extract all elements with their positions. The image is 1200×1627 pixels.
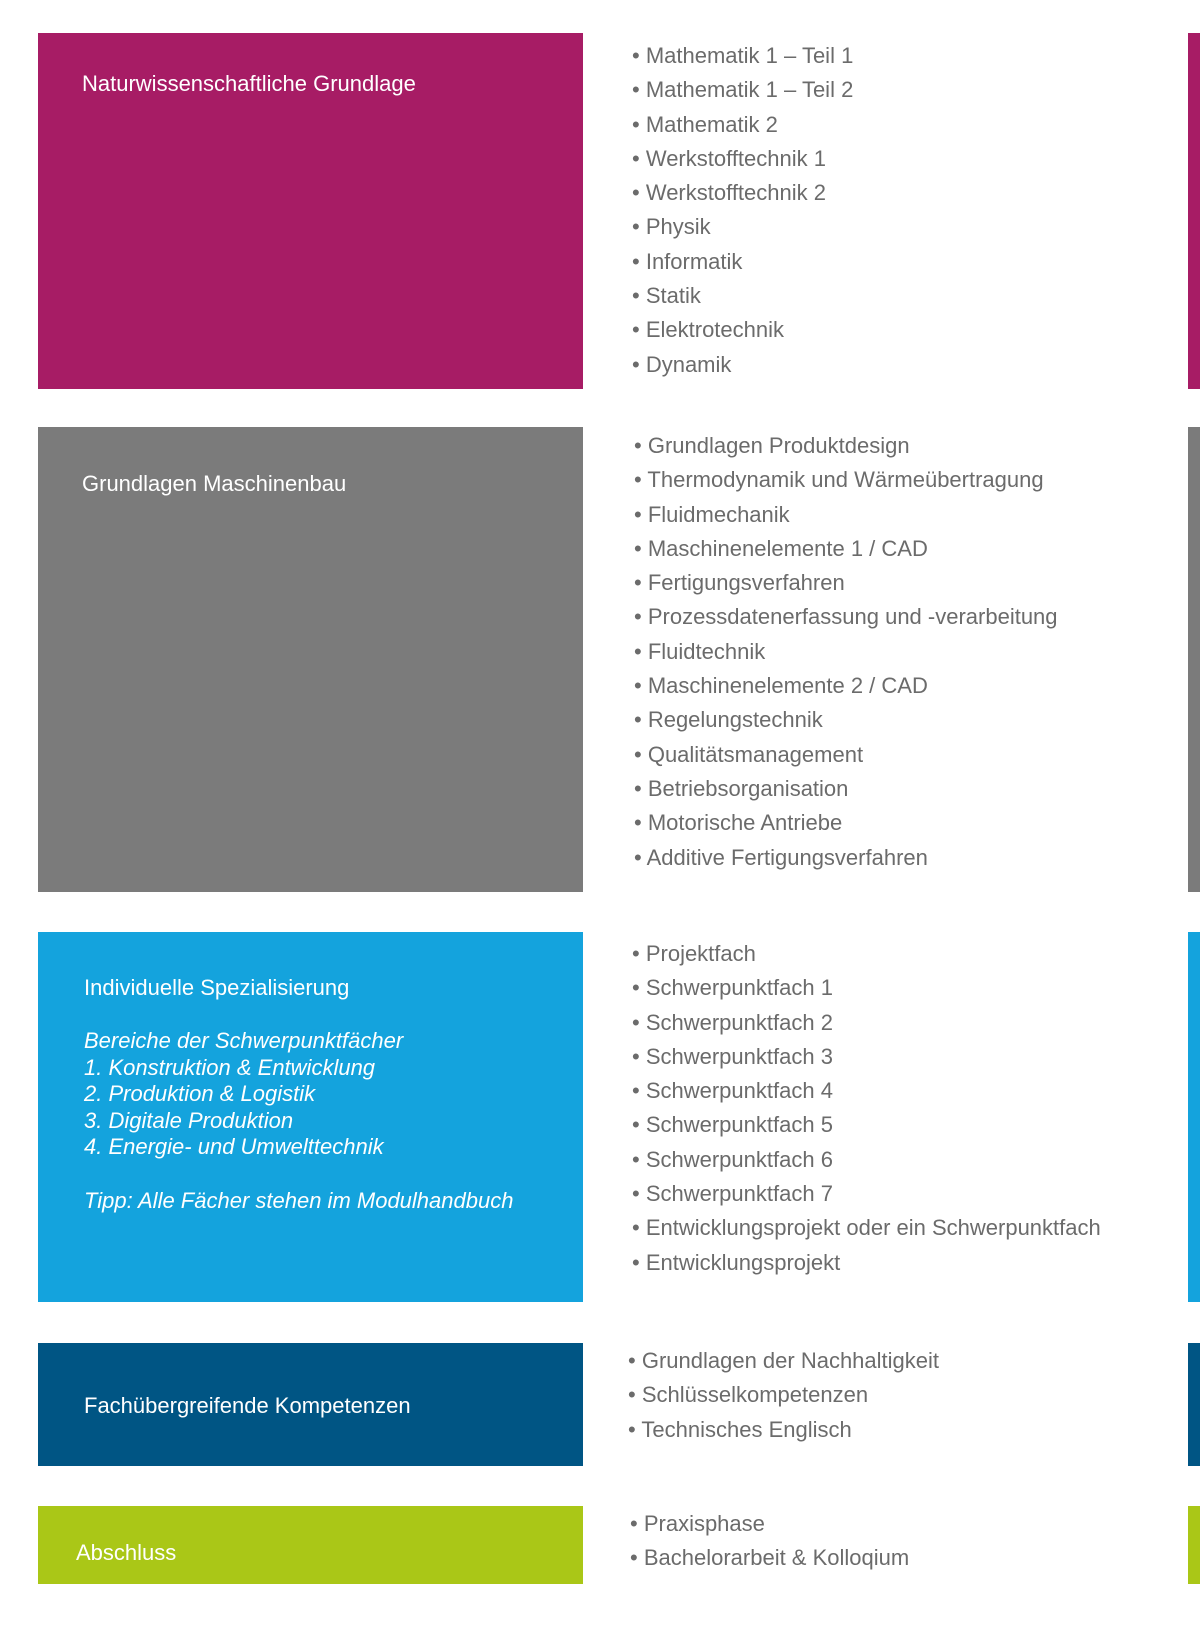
list-item: • Fluidmechanik: [634, 498, 1058, 532]
specialization-area-item: 4. Energie- und Umwelttechnik: [84, 1134, 384, 1160]
list-item: • Maschinenelemente 2 / CAD: [634, 669, 1058, 703]
section-title: Grundlagen Maschinenbau: [82, 471, 347, 496]
list-item: • Grundlagen der Nachhaltigkeit: [628, 1344, 939, 1378]
list-item: • Bachelorarbeit & Kolloqium: [630, 1541, 909, 1575]
section-block-grundlagen-maschinenbau: [38, 427, 583, 892]
list-item: • Statik: [632, 279, 853, 313]
list-item: • Maschinenelemente 1 / CAD: [634, 532, 1058, 566]
module-list-naturwissenschaftliche-grundlage: [632, 39, 853, 382]
list-item: • Schwerpunktfach 5: [632, 1108, 1101, 1142]
list-item: • Fluidtechnik: [634, 635, 1058, 669]
list-item: • Schwerpunktfach 4: [632, 1074, 1101, 1108]
section-title: Naturwissenschaftliche Grundlage: [82, 71, 416, 96]
list-item: • Schwerpunktfach 2: [632, 1006, 1101, 1040]
edge-bar-grundlagen-maschinenbau: [1188, 427, 1200, 892]
edge-bar-fachuebergreifende-kompetenzen: [1188, 1343, 1200, 1466]
section-title: Abschluss: [76, 1540, 177, 1565]
list-item: • Mathematik 2: [632, 108, 853, 142]
list-item: • Schwerpunktfach 7: [632, 1177, 1101, 1211]
specialization-area-item: 3. Digitale Produktion: [84, 1107, 294, 1133]
section-title: Fachübergreifende Kompetenzen: [84, 1393, 411, 1418]
specialization-areas-heading: Bereiche der Schwerpunktfächer: [84, 1028, 404, 1053]
list-item: • Fertigungsverfahren: [634, 566, 1058, 600]
section-block-abschluss: [38, 1506, 583, 1584]
list-item: • Dynamik: [632, 348, 853, 382]
section-block-naturwissenschaftliche-grundlage: [38, 33, 583, 389]
section-title: Individuelle Spezialisierung: [84, 975, 350, 1000]
list-item: • Prozessdatenerfassung und -verarbeitung: [634, 600, 1058, 634]
list-item: • Schwerpunktfach 6: [632, 1143, 1101, 1177]
list-item: • Betriebsorganisation: [634, 772, 1058, 806]
list-item: • Entwicklungsprojekt: [632, 1246, 1101, 1280]
section-block-individuelle-spezialisierung: [38, 932, 583, 1302]
module-list-abschluss: [630, 1507, 909, 1576]
list-item: • Regelungstechnik: [634, 703, 1058, 737]
module-list-fachuebergreifende-kompetenzen: [628, 1344, 939, 1447]
specialization-area-item: 1. Konstruktion & Entwicklung: [84, 1054, 376, 1080]
list-item: • Schlüsselkompetenzen: [628, 1378, 939, 1412]
module-list-individuelle-spezialisierung: [632, 937, 1101, 1280]
module-list-grundlagen-maschinenbau: [634, 429, 1058, 875]
list-item: • Qualitätsmanagement: [634, 738, 1058, 772]
section-block-fachuebergreifende-kompetenzen: [38, 1343, 583, 1466]
list-item: • Schwerpunktfach 1: [632, 971, 1101, 1005]
list-item: • Thermodynamik und Wärmeübertragung: [634, 463, 1058, 497]
list-item: • Mathematik 1 – Teil 2: [632, 73, 853, 107]
list-item: • Physik: [632, 210, 853, 244]
list-item: • Motorische Antriebe: [634, 806, 1058, 840]
specialization-area-item: 2. Produktion & Logistik: [84, 1081, 316, 1107]
list-item: • Schwerpunktfach 3: [632, 1040, 1101, 1074]
list-item: • Werkstofftechnik 2: [632, 176, 853, 210]
list-item: • Informatik: [632, 245, 853, 279]
edge-bar-naturwissenschaftliche-grundlage: [1188, 33, 1200, 389]
list-item: • Mathematik 1 – Teil 1: [632, 39, 853, 73]
list-item: • Additive Fertigungsverfahren: [634, 841, 1058, 875]
list-item: • Werkstofftechnik 1: [632, 142, 853, 176]
edge-bar-abschluss: [1188, 1506, 1200, 1584]
module-handbook-tip: Tipp: Alle Fächer stehen im Modulhandbuch: [84, 1187, 514, 1213]
list-item: • Elektrotechnik: [632, 313, 853, 347]
list-item: • Technisches Englisch: [628, 1413, 939, 1447]
list-item: • Grundlagen Produktdesign: [634, 429, 1058, 463]
edge-bar-individuelle-spezialisierung: [1188, 932, 1200, 1302]
list-item: • Projektfach: [632, 937, 1101, 971]
list-item: • Entwicklungsprojekt oder ein Schwerpunktfach: [632, 1211, 1101, 1245]
list-item: • Praxisphase: [630, 1507, 909, 1541]
